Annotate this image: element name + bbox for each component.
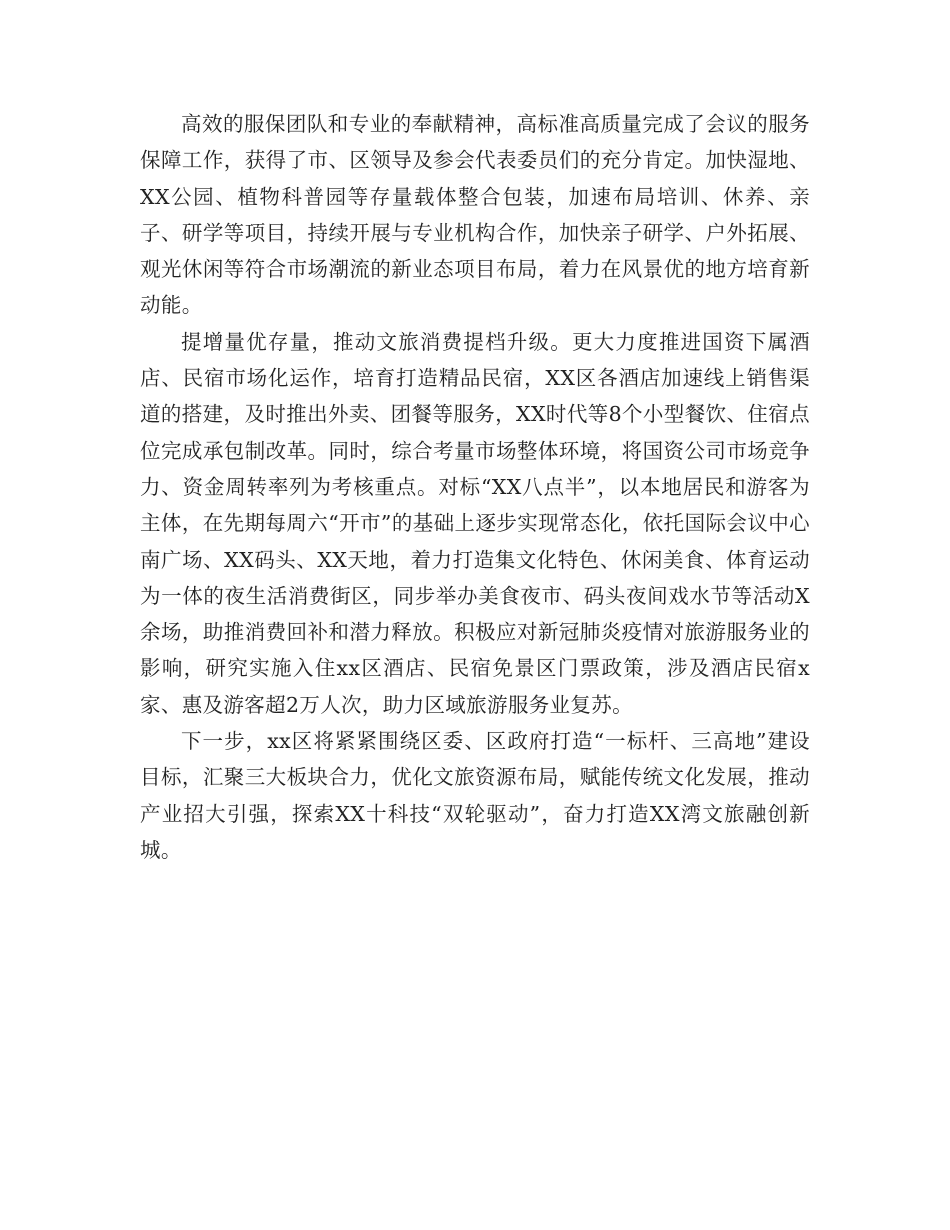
document-body — [140, 106, 810, 868]
paragraph-2: 提增量优存量，推动文旅消费提档升级。更大力度推进国资下属酒店、民宿市场化运作，培育打造精品民宿，XX区各酒店加速线上销售渠道的搭建，及时推出外卖、团餐等服务，XX时代等8个小型餐饮、住宿点位完成承包制改革。同时，综合考量市场整体环境，将国资公司市场竞争力、资金周转率列为考核重点。对标“XX八点半”，以本地居民和游客为主体，在先期每周六“开市”的基础上逐步实现常态化，依托国际会议中心南广场、XX码头、XX天地，着力打造集文化特色、休闲美食、体育运动为一体的夜生活消费街区，同步举办美食夜市、码头夜间戏水节等活动X余场，助推消费回补和潜力释放。积极应对新冠肺炎疫情对旅游服务业的影响，研究实施入住xx区酒店、民宿免景区门票政策，涉及酒店民宿x家、惠及游客超2万人次，助力区域旅游服务业复苏。 — [140, 329, 810, 717]
paragraph-3: 下一步，xx区将紧紧围绕区委、区政府打造“一标杆、三高地”建设目标，汇聚三大板块合力，优化文旅资源布局，赋能传统文化发展，推动产业招大引强，探索XX十科技“双轮驱动”，奋力打造XX湾文旅融创新城。 — [140, 729, 810, 862]
paragraph-1: 高效的服保团队和专业的奉献精神，高标准高质量完成了会议的服务保障工作，获得了市、区领导及参会代表委员们的充分肯定。加快湿地、XX公园、植物科普园等存量载体整合包装，加速布局培训、休养、亲子、研学等项目，持续开展与专业机构合作，加快亲子研学、户外拓展、观光休闲等符合市场潮流的新业态项目布局，着力在风景优的地方培育新动能。 — [140, 112, 810, 318]
